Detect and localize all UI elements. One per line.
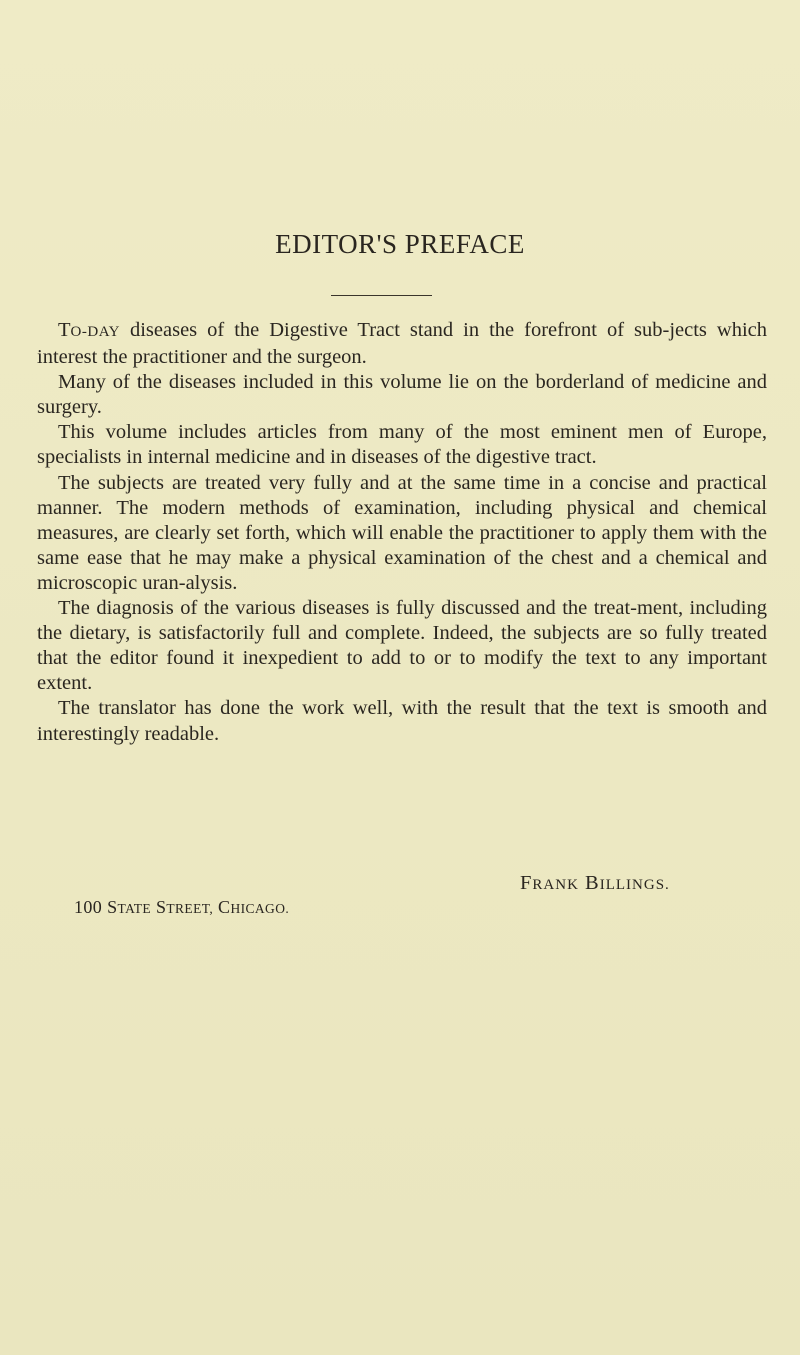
signature-last-rest: ILLINGS. [599,877,670,893]
opening-word-initial: T [58,319,71,341]
paragraph-4: The subjects are treated very fully and at the same time in a concise and practical manner. The modern methods of examination, including physical and chemical measures, are clearly set forth, which will enable the practitioner to apply them with the same ease that he may make a physical examination of the chest and a chemical and microscopic uran-alysis. [37,471,767,594]
address-number: 100 [74,897,103,917]
signature-last-initial: B [585,872,600,894]
signature [520,871,670,897]
signature-first-rest: RANK [532,877,579,893]
page-title: EDITOR'S PREFACE [275,229,525,259]
paragraph-1-text: diseases of the Digestive Tract stand in the forefront of sub-jects which interest the practitioner and the surgeon. [37,319,767,369]
address-street-rest: TATE [117,901,152,916]
title-divider [331,295,432,296]
preface-body [37,318,767,747]
paragraph-2: Many of the diseases included in this volume lie on the borderland of medicine and surgery. [37,371,767,419]
address-city-rest: HICAGO. [230,901,290,916]
paragraph-5: The diagnosis of the various diseases is fully discussed and the treat-ment, including the dietary, is satisfactorily full and complete. Indeed, the subjects are so fully treated that the editor found it inexpedient to add to or to modify the text to any important extent. [37,597,767,695]
address [74,895,289,921]
signature-first-initial: F [520,872,533,894]
address-city-initial: C [218,897,231,917]
address-type-rest: TREET, [166,901,214,916]
address-street-initial: S [107,897,118,917]
opening-word-rest: O-DAY [70,324,120,340]
paragraph-3: This volume includes articles from many of the most eminent men of Europe, specialists in internal medicine and in diseases of the digestive tract. [37,421,767,469]
paragraph-1 [37,318,767,370]
paragraph-6: The translator has done the work well, with the result that the text is smooth and interestingly readable. [37,697,767,745]
address-type-initial: S [155,897,167,917]
